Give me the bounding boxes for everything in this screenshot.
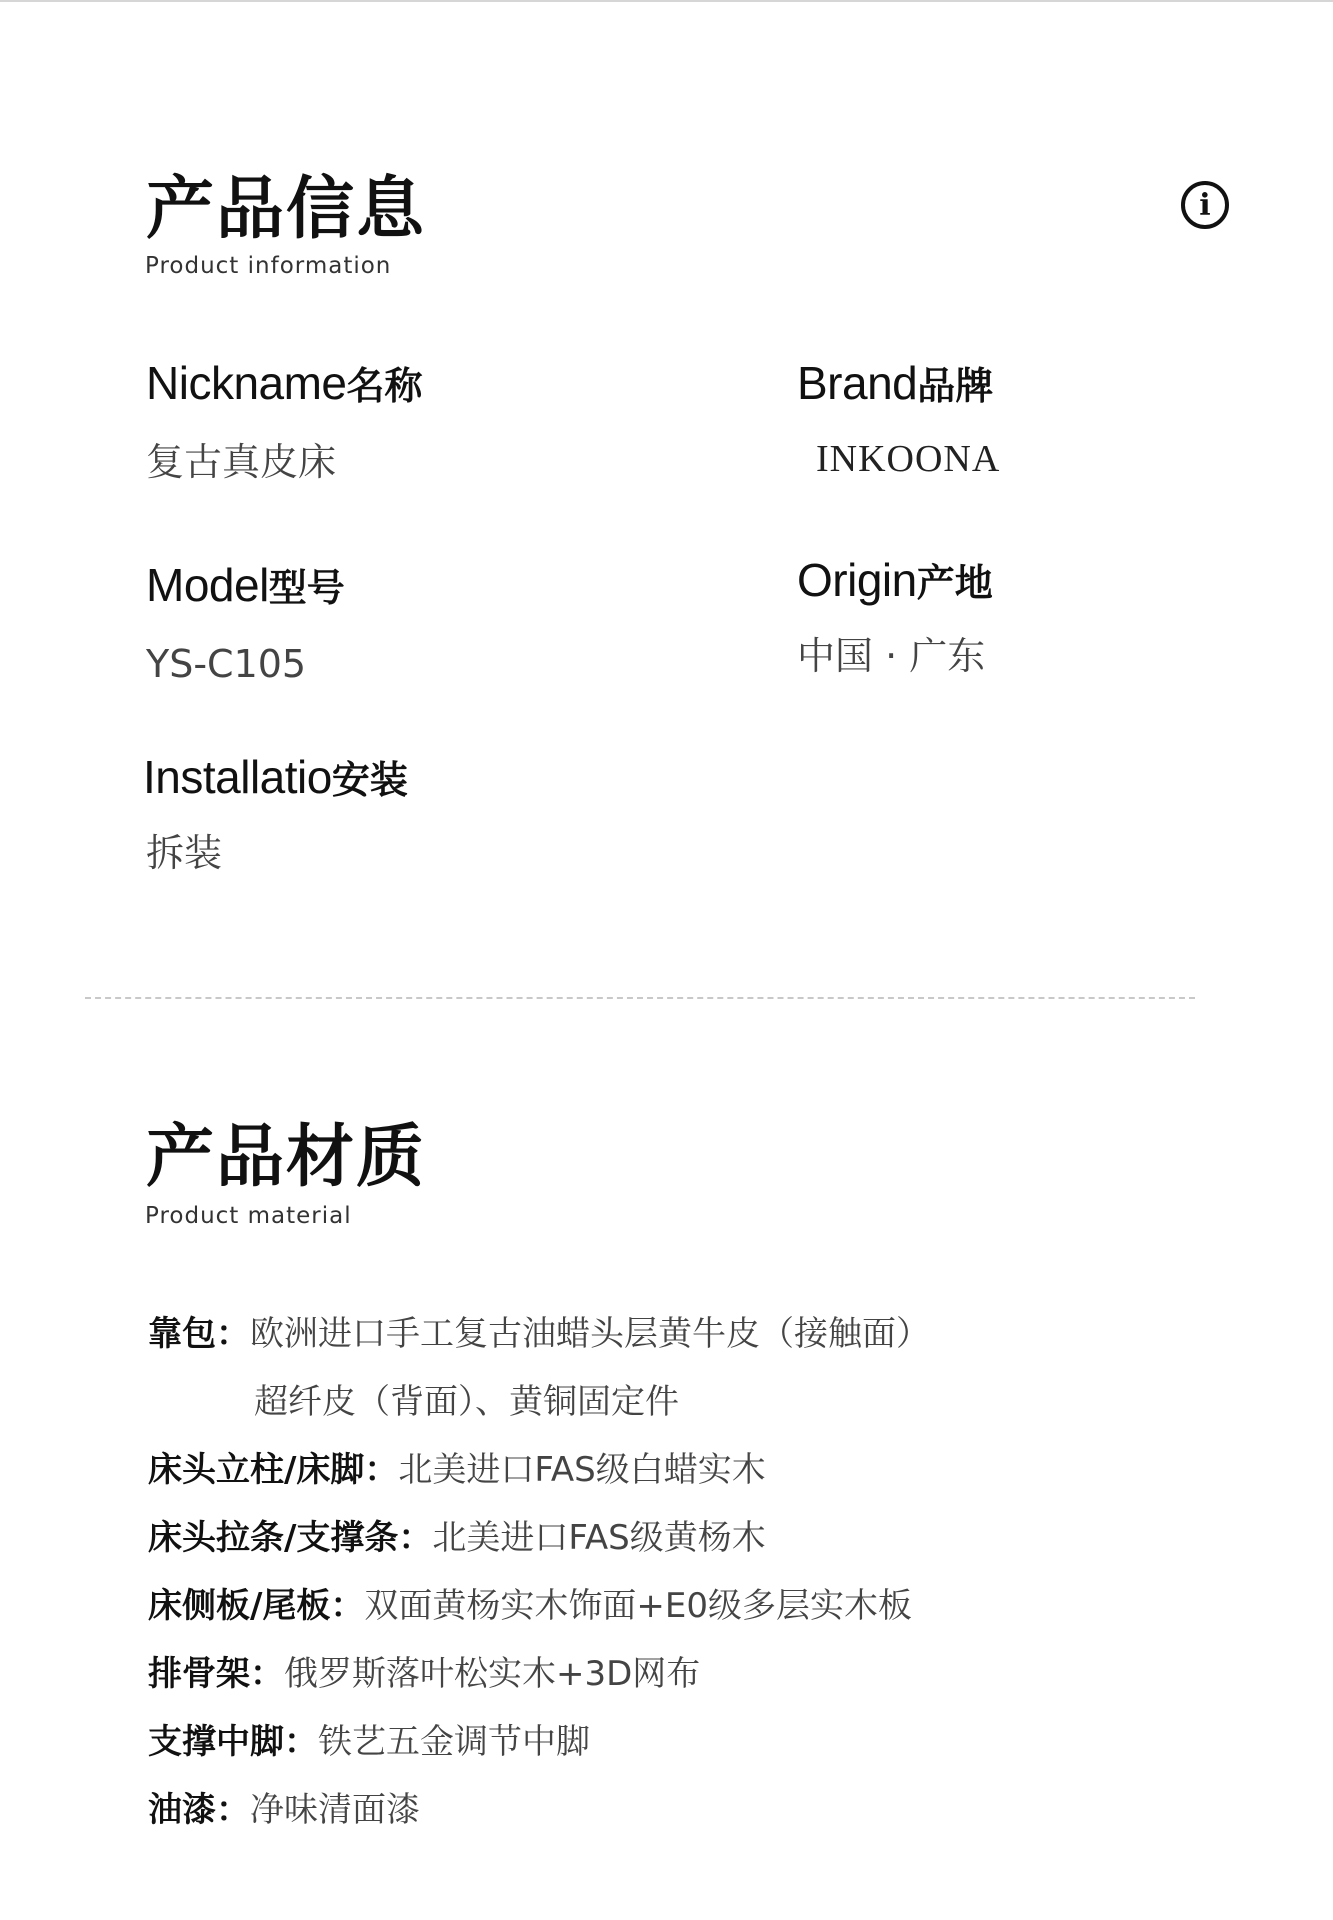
model-label-zh: 型号	[268, 566, 345, 610]
origin-label-zh: 产地	[916, 561, 993, 605]
installation-label	[143, 751, 408, 803]
brand-label-en: Brand	[797, 357, 918, 409]
material-value: 俄罗斯落叶松实木+3D网布	[284, 1654, 701, 1694]
material-row	[148, 1300, 1268, 1368]
material-key: 床头拉条/支撑条：	[148, 1518, 433, 1558]
brand-value: INKOONA	[816, 438, 1001, 480]
material-value: 净味清面漆	[250, 1790, 420, 1830]
nickname-value: 复古真皮床	[146, 440, 337, 484]
installation-value: 拆装	[146, 831, 223, 875]
top-rule	[0, 0, 1333, 2]
material-value: 北美进口FAS级黄杨木	[432, 1518, 766, 1558]
material-value: 超纤皮（背面）、黄铜固定件	[254, 1382, 679, 1422]
material-value: 铁艺五金调节中脚	[318, 1722, 590, 1762]
origin-label-en: Origin	[797, 554, 917, 606]
material-row	[148, 1640, 1268, 1708]
info-section-subtitle: Product information	[145, 253, 392, 279]
nickname-label-en: Nickname	[146, 357, 347, 409]
material-row	[148, 1504, 1268, 1572]
material-key: 靠包：	[148, 1314, 250, 1354]
info-section-title: 产品信息	[146, 170, 427, 249]
material-list	[148, 1300, 1268, 1844]
material-row	[148, 1776, 1268, 1844]
material-key: 床侧板/尾板：	[148, 1586, 365, 1626]
material-value: 北美进口FAS级白蜡实木	[398, 1450, 766, 1490]
material-row	[148, 1368, 1268, 1436]
info-icon[interactable]: i	[1181, 181, 1229, 229]
nickname-label	[146, 357, 423, 409]
installation-label-zh: 安装	[331, 758, 408, 802]
material-key: 支撑中脚：	[148, 1722, 318, 1762]
material-value: 欧洲进口手工复古油蜡头层黄牛皮（接触面）	[250, 1314, 930, 1354]
nickname-label-zh: 名称	[346, 364, 423, 408]
material-row	[148, 1708, 1268, 1776]
brand-label	[797, 357, 994, 409]
model-label	[146, 559, 345, 611]
material-section-title: 产品材质	[146, 1118, 427, 1197]
material-section-subtitle: Product material	[145, 1203, 352, 1229]
model-value: YS-C105	[146, 642, 307, 686]
material-row	[148, 1572, 1268, 1640]
installation-label-en: Installatio	[143, 751, 332, 803]
material-key: 排骨架：	[148, 1654, 284, 1694]
material-key: 油漆：	[148, 1790, 250, 1830]
model-label-en: Model	[146, 559, 269, 611]
brand-label-zh: 品牌	[917, 364, 994, 408]
material-key: 床头立柱/床脚：	[148, 1450, 399, 1490]
material-row	[148, 1436, 1268, 1504]
section-divider	[85, 997, 1195, 999]
material-value: 双面黄杨实木饰面+E0级多层实木板	[364, 1586, 913, 1626]
origin-value: 中国 · 广东	[797, 634, 986, 678]
origin-label	[797, 554, 993, 606]
